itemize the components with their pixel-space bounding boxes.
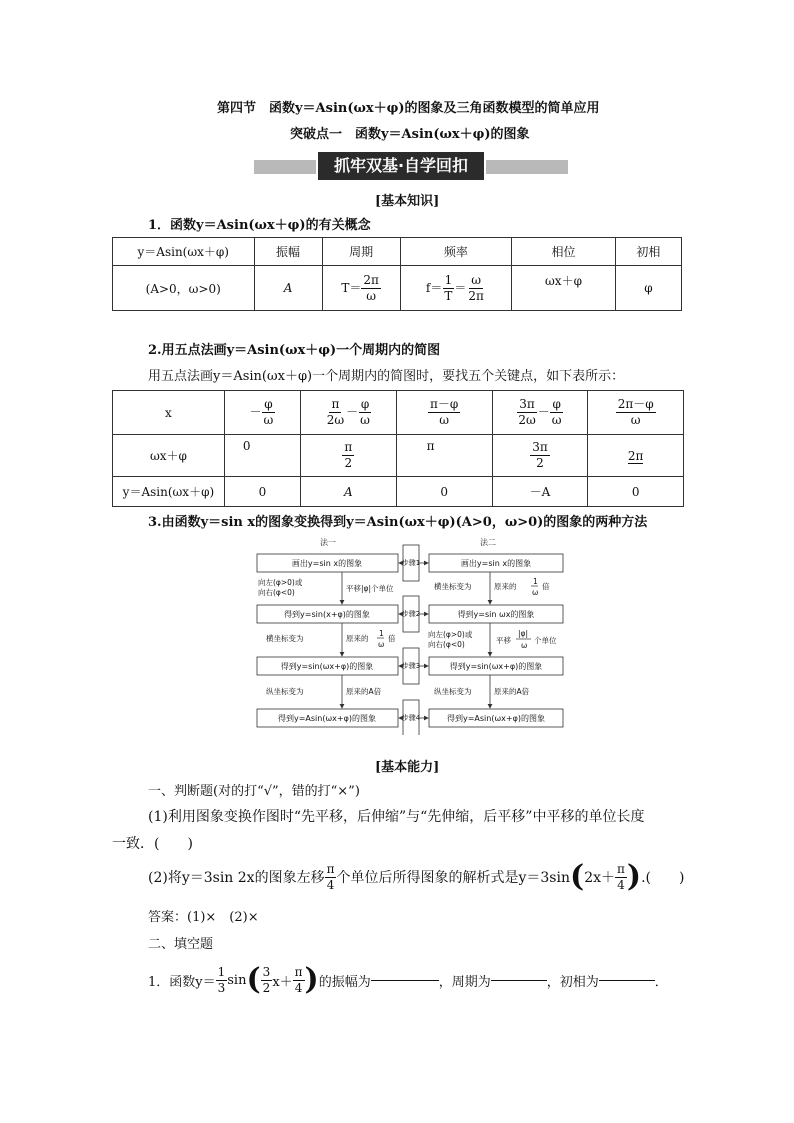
left-box-text: 得到y=sin(x+φ)的图象 [284,610,370,619]
transformation-flowchart [250,535,570,735]
section-title: 第四节 函数y＝Asin(ωx＋φ)的图象及三角函数模型的简单应用 [217,101,600,116]
left-transform-text: 原来的 [346,634,369,643]
header-cell: y＝Asin(ωx＋φ) [113,238,255,266]
right-transform-text: 原来的A倍 [494,687,530,696]
right-transform-text: ω [521,641,528,650]
item2-description: 用五点法画y＝Asin(ωx＋φ)一个周期内的简图时，要找五个关键点，如下表所示： [148,369,625,384]
amplitude-blank[interactable] [371,979,439,981]
phase-value-cell: 0 [224,435,300,477]
header-cell: 相位 [512,238,616,266]
period-blank[interactable] [491,979,547,981]
phase-value-cell: $\frac{3\pi}{2}$ [492,435,588,477]
question-1-line1: (1)利用图象变换作图时“先平移，后伸缩”与“先伸缩，后平移”中平移的单位长度 [148,809,645,825]
right-transform-text: 个单位 [534,636,557,645]
phase-value-cell: 2π [588,435,684,477]
part2-heading: 二、填空题 [148,937,214,952]
five-point-table [112,390,684,507]
basic-knowledge-heading: [基本知识] [375,194,440,209]
phase-cell: ωx＋φ [512,266,616,311]
y-value-cell: 0 [588,477,684,507]
left-box-text: 画出y=sin x的图象 [291,559,363,568]
fraction: $\frac{\pi}{4}$ [326,861,335,892]
right-box-text: 画出y=sin x的图象 [460,559,532,568]
step-label: 步骤2 [401,610,421,618]
left-transform-text: 向左(φ>0)或 [258,578,303,587]
basic-ability-heading: [基本能力] [375,760,440,775]
x-cell: － $\frac{\varphi}{\omega}$ [224,391,300,435]
row-label-x: x [113,391,225,435]
item2-heading: 2.用五点法画y＝Asin(ωx＋φ)一个周期内的简图 [148,343,441,358]
left-transform-text: 1 [379,629,384,638]
fill-question-1: 1．函数y＝ $\frac{1}{3}$ sin ( $\frac{3}{2}$ x＋ $\frac{\pi}{4}$ ) 的振幅为 ，周期为 ，初相为 ． [148,962,668,997]
question-2: (2)将y＝3sin 2x的图象左移 $\frac{\pi}{4}$ 个单位后所得图象的解析式是y＝3sin ( 2x＋ $\frac{\pi}{4}$ ) .( ) [148,859,685,894]
right-transform-text: 1 [533,577,538,586]
x-cell: $\frac{\pi-\varphi}{\omega}$ [396,391,492,435]
x-cell: $\frac{2\pi-\varphi}{\omega}$ [588,391,684,435]
right-transform-text: 横坐标变为 [434,582,472,591]
period-lhs: T＝ [341,280,362,295]
step-label: 步骤4 [401,714,421,722]
condition-cell: (A>0，ω>0) [113,266,255,311]
header-cell: 周期 [322,238,400,266]
left-transform-text: 原来的A倍 [346,687,382,696]
row-label-phase: ωx＋φ [113,435,225,477]
step-label: 步骤3 [401,662,421,670]
right-transform-text: 向左(φ>0)或 [428,630,473,639]
right-transform-text: 纵坐标变为 [434,687,472,696]
part1-heading: 一、判断题(对的打“√”，错的打“×”) [148,784,360,799]
step-label: 步骤1 [401,559,421,567]
phase-value-cell: π [396,435,492,477]
y-value-cell: 0 [224,477,300,507]
header-cell: 初相 [615,238,681,266]
answer-line: 答案：(1)× (2)× [148,910,259,925]
frequency-cell [400,266,512,311]
y-value-cell: －A [492,477,588,507]
left-transform-text: 平移|φ|个单位 [346,584,394,593]
banner-label: 抓牢双基·自学回扣 [318,152,484,180]
right-transform-text: |φ| [518,629,529,638]
right-transform-text: 向右(φ<0) [428,640,465,649]
right-transform-text: ω [532,588,539,597]
left-box-text: 得到y=sin(ωx+φ)的图象 [280,662,374,671]
initial-phase-cell: φ [615,266,681,311]
question-1-line2: 一致．( ) [112,836,193,852]
period-fraction: $\frac{2\pi}{\omega}$ [363,272,379,303]
subtitle: 突破点一 函数y＝Asin(ωx＋φ)的图象 [290,127,530,142]
right-transform-text: 倍 [542,582,550,591]
y-value-cell: 0 [396,477,492,507]
method2-label: 法二 [480,538,496,547]
right-box-text: 得到y=sin ωx的图象 [457,610,535,619]
freq-lhs: f＝ [425,280,443,295]
y-value-cell: A [300,477,396,507]
right-transform-text: 平移 [496,636,511,645]
fraction: $\frac{3}{2}$ [262,964,271,995]
x-cell: $\frac{\pi}{2\omega}$ － $\frac{\varphi}{\omega}$ [300,391,396,435]
left-transform-text: 倍 [388,634,396,643]
left-box-text: 得到y=Asin(ωx+φ)的图象 [277,714,377,723]
right-transform-text: 原来的 [494,582,517,591]
fraction: $\frac{1}{3}$ [217,964,226,995]
item1-heading: 1．函数y＝Asin(ωx＋φ)的有关概念 [148,218,371,233]
left-transform-text: 纵坐标变为 [266,687,304,696]
freq-equals: ＝ [454,280,467,295]
left-transform-text: 向右(φ<0) [258,588,295,597]
row-label-y: y＝Asin(ωx＋φ) [113,477,225,507]
banner-left-bar [254,160,316,174]
concept-table [112,237,682,311]
right-box-text: 得到y=Asin(ωx+φ)的图象 [446,714,546,723]
fraction: $\frac{\pi}{4}$ [617,861,625,892]
banner-right-bar [486,160,568,174]
freq-fraction-2: $\frac{\omega}{2\pi}$ [468,272,484,303]
x-cell: $\frac{3\pi}{2\omega}$ － $\frac{\varphi}{\omega}$ [492,391,588,435]
initial-phase-blank[interactable] [599,979,655,981]
phase-value-cell: $\frac{\pi}{2}$ [300,435,396,477]
left-transform-text: 横坐标变为 [266,634,304,643]
freq-fraction-1: $\frac{1}{T}$ [444,272,453,303]
period-cell [322,266,400,311]
fraction: $\frac{\pi}{4}$ [294,964,303,995]
header-cell: 频率 [400,238,512,266]
amplitude-cell: A [254,266,322,311]
right-box-text: 得到y=sin(ωx+φ)的图象 [449,662,543,671]
method1-label: 法一 [320,538,336,547]
item3-heading: 3.由函数y＝sin x的图象变换得到y＝Asin(ωx＋φ)(A>0，ω>0)的图象的两种方法 [148,515,648,530]
header-cell: 振幅 [254,238,322,266]
left-transform-text: ω [378,640,385,649]
